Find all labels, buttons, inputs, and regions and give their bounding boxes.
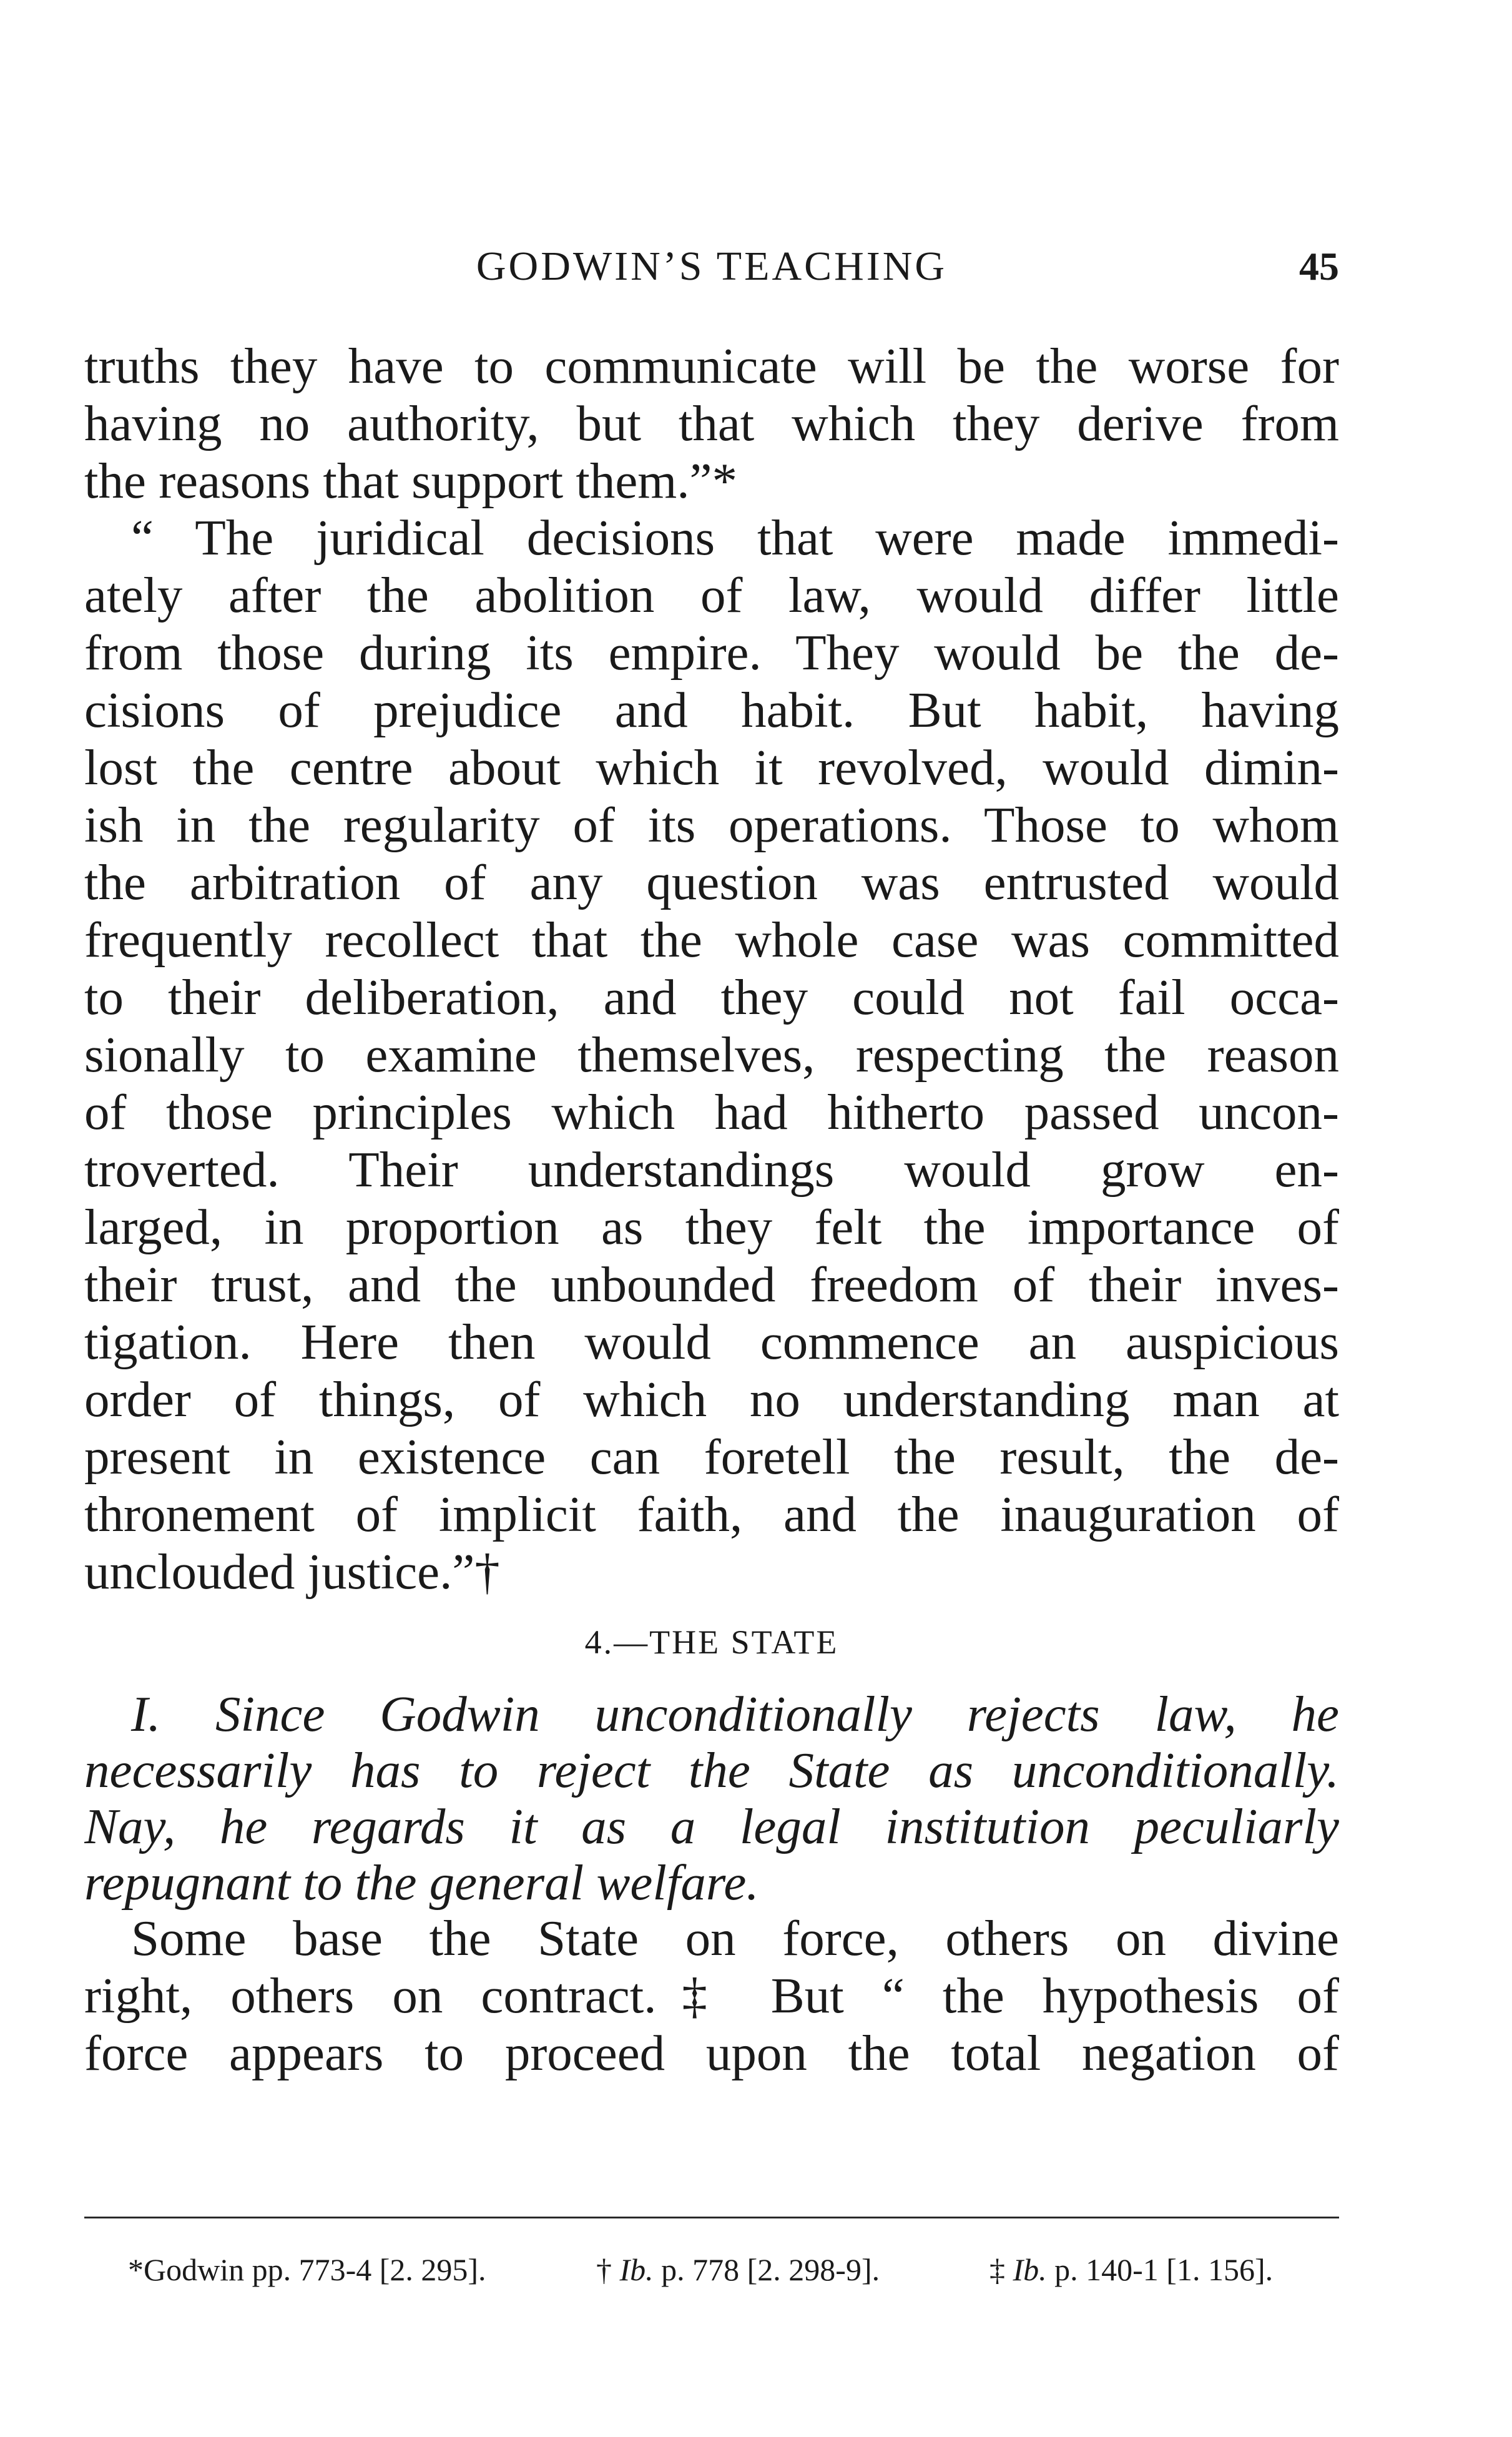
text-line: ately after the abolition of law, would differ little [84, 567, 1339, 623]
footnote-2 [596, 2248, 880, 2292]
paragraph [84, 1909, 1339, 2082]
text-line: having no authority, but that which they derive from [84, 395, 1339, 451]
text-line: ish in the regularity of its operations. Those to whom [84, 797, 1339, 853]
footnote-3-ibid: Ib. [1013, 2252, 1047, 2287]
footnote-3 [989, 2248, 1273, 2292]
text-line: the reasons that support them.”* [84, 453, 737, 509]
text-line: of those principles which had hitherto passed uncon- [84, 1084, 1339, 1140]
text-line: present in existence can foretell the result, the de- [84, 1429, 1339, 1485]
text-line: larged, in proportion as they felt the importance of [84, 1199, 1339, 1255]
footnote-2-ibid: Ib. [619, 2252, 654, 2287]
text-line: necessarily has to reject the State as unconditionally. [84, 1742, 1339, 1798]
text-line: order of things, of which no understanding man at [84, 1371, 1339, 1427]
text-line: Some base the State on force, others on divine [131, 1910, 1339, 1966]
footnote-2-mark: † [596, 2252, 612, 2287]
footnote-2-text: p. 778 [2. 298-9]. [661, 2252, 880, 2287]
text-line: cisions of prejudice and habit. But habit, having [84, 682, 1339, 738]
text-line: right, others on contract.‡ But “ the hypothesis of [84, 1967, 1339, 2024]
text-line: lost the centre about which it revolved, would dimin- [84, 739, 1339, 795]
text-line: troverted. Their understandings would grow en- [84, 1141, 1339, 1198]
text-line: from those during its empire. They would be the de- [84, 624, 1339, 681]
footnote-3-mark: ‡ [989, 2252, 1005, 2287]
text-line: truths they have to communicate will be the worse for [84, 338, 1339, 394]
text-line: Nay, he regards it as a legal institution peculiarly [84, 1798, 1339, 1854]
footnote-1 [128, 2248, 486, 2292]
footnote-3-text: p. 140-1 [1. 156]. [1054, 2252, 1274, 2287]
italic-summary-paragraph [84, 1686, 1339, 1911]
text-line: their trust, and the unbounded freedom of their inves- [84, 1256, 1339, 1312]
text-line: frequently recollect that the whole case was committed [84, 912, 1339, 968]
text-line: to their deliberation, and they could not fail occa- [84, 969, 1339, 1025]
footnote-divider [84, 2217, 1339, 2218]
footnotes [84, 2248, 1339, 2292]
text-line: unclouded justice.”† [84, 1543, 500, 1600]
text-line: thronement of implicit faith, and the inauguration of [84, 1486, 1339, 1542]
text-line: the arbitration of any question was entrusted would [84, 854, 1339, 910]
page-number: 45 [1299, 244, 1339, 288]
running-head [84, 232, 1339, 301]
text-line: repugnant to the general welfare. [84, 1854, 759, 1911]
text-line: sionally to examine themselves, respecting the reason [84, 1026, 1339, 1083]
quotation-paragraph [84, 509, 1339, 1600]
footnote-1-text: *Godwin pp. 773-4 [2. 295]. [128, 2252, 486, 2287]
text-line: “ The juridical decisions that were made immedi- [131, 510, 1339, 566]
text-line: I. Since Godwin unconditionally rejects law, he [131, 1686, 1339, 1742]
running-title: GODWIN’S TEACHING [476, 244, 948, 289]
text-line: tigation. Here then would commence an auspicious [84, 1314, 1339, 1370]
section-heading: 4.—THE STATE [584, 1623, 839, 1661]
text-line: force appears to proceed upon the total negation of [84, 2025, 1339, 2081]
paragraph-continuation [84, 337, 1339, 510]
